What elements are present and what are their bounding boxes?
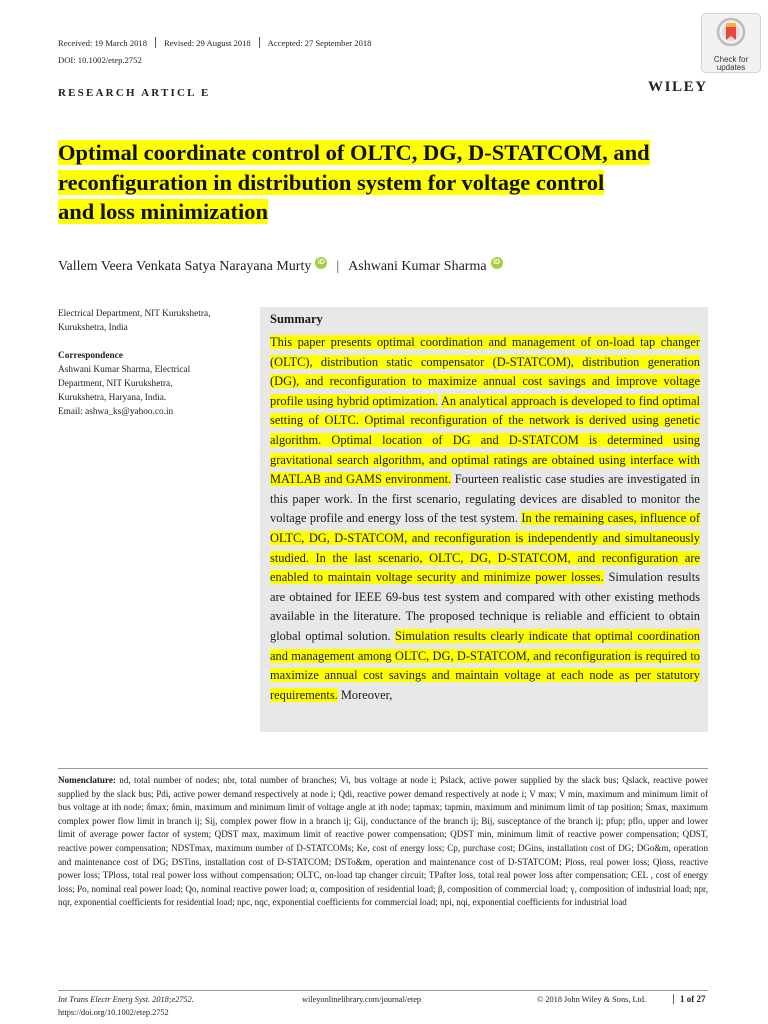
check-for-updates-badge[interactable]: [701, 13, 761, 73]
orcid-icon[interactable]: iD: [491, 257, 503, 269]
highlighted-text: This paper presents optimal coordination and management of on-load tap changer (OLTC), distribution static compensator (D-STATCOM), distribution generation (DG), and reconfiguration to maximize annual cost savings and improve voltage profile using hybrid optimization.: [270, 335, 700, 408]
date-separator: [259, 37, 260, 48]
correspondence: [58, 349, 253, 419]
accepted-date: Accepted: 27 September 2018: [267, 38, 372, 48]
highlighted-text: In the remaining cases, influence of OLTC, DG, D-STATCOM, and reconfiguration is independently and simultaneously studied. In the last scenario, OLTC, DG, D-STATCOM, and reconfiguration are enabled to maintain voltage security and minimize power losses.: [270, 511, 701, 585]
footer-divider: [58, 990, 708, 991]
author-list: [58, 257, 503, 275]
date-separator: [155, 37, 156, 48]
revised-date: Revised: 29 August 2018: [164, 38, 251, 48]
badge-label-line2: updates: [716, 63, 746, 72]
title-line-2: reconfiguration in distribution system for voltage control: [58, 169, 605, 195]
affiliation-line: Electrical Department, NIT Kurukshetra,: [58, 309, 211, 319]
affiliation-line: Kurukshetra, India: [58, 323, 128, 333]
correspondence-line: Kurukshetra, Haryana, India.: [58, 393, 167, 403]
summary-text: Simulation results are obtained for IEEE 69-bus test system and compared with other existing methods available in the literature. The proposed technique is reliable and efficient to obtain global optimal solution.: [270, 570, 700, 643]
summary-heading: Summary: [270, 312, 323, 326]
correspondence-line: Department, NIT Kurukshetra,: [58, 379, 173, 389]
author-separator: |: [336, 259, 340, 274]
correspondence-line: Ashwani Kumar Sharma, Electrical: [58, 365, 191, 375]
nomenclature-label: Nomenclature:: [58, 775, 116, 785]
article-title: [58, 138, 718, 227]
highlighted-text: An analytical approach is developed to find optimal setting of OLTC. Optimal reconfiguration of the network is derived using genetic algorithm. Optimal location of DG and D-STATCOM is determined using gravitational search algorithm, and optimal ratings are obtained using interface with MATLAB and GAMS environment.: [270, 393, 701, 487]
author-2-name: Ashwani Kumar Sharma: [348, 259, 487, 274]
footer-journal: Int Trans Electr Energ Syst. 2018;e2752.: [58, 995, 194, 1004]
footer-copyright: © 2018 John Wiley & Sons, Ltd.: [537, 995, 647, 1004]
nomenclature-divider: [58, 768, 708, 769]
article-type: RESEARCH ARTICL E: [58, 87, 211, 99]
highlighted-text: Simulation results clearly indicate that optimal coordination and management among OLTC, DG, D-STATCOM, and reconfiguration is required to maximize annual cost savings and maintain voltage at each node as per statutory requirements.: [270, 628, 700, 702]
correspondence-email[interactable]: Email: ashwa_ks@yahoo.co.in: [58, 407, 174, 417]
summary-box: [260, 307, 708, 732]
title-line-3: and loss minimization: [58, 199, 269, 224]
received-date: Received: 19 March 2018: [58, 38, 148, 48]
summary-body: [270, 333, 700, 705]
nomenclature-text: nd, total number of nodes; nbr, total number of branches; Vi, bus voltage at node i; Pslack, active power supplied by the slack bus; Qslack, reactive power supplied by the slack bus; Pdi, active power demand respectively at node i; Qdi, reactive power demand respectively at node i; V max; V min, maximum and minimum limit of bus voltage at ith node; δmax; δmin, maximum and minimum limit of voltage angle at ith node; tapmax; tapmin, maximum and minimum limit of tap position; Smax, maximum complex power flow limit in branch ij; Sij, complex power flow in a branch ij; Gij, conductance of the branch ij; Bij, susceptance of the branch ij; pfup; pflo, upper and lower limit of average power factor of system; QDST max, maximum limit of reactive power compensation; QDST min, minimum limit of reactive power compensation; QDST, reactive power compensation; NDSTmax, maximum number of D-STATCOMs; Ke, cost of energy loss; Cp, purchase cost; DGins, installation cost of DG; DGo&m, operation and maintenance cost of DG; DSTins, installation cost of D-STATCOM; DSTo&m, operation and maintenance cost of D-STATCOM; Ploss, real power loss; Qloss, reactive power loss; TPloss, total real power loss without compensation; OLTC, on-load tap changer circuit; TPafter loss, total real power loss after compensation; CEL , cost of energy loss; Po, nominal real power load; Qo, nominal reactive power load; α, composition of residential load; β, composition of commercial load; γ, composition of industrial load; npr, nqr, exponential coefficients for residential load; npc, nqc, exponential coefficients for commercial load; npi, nqi, exponential coefficients for industrial load: [58, 775, 708, 908]
nomenclature: [58, 774, 708, 910]
summary-text: Moreover,: [337, 687, 393, 702]
footer-website-link[interactable]: wileyonlinelibrary.com/journal/etep: [302, 995, 422, 1004]
page-number: 1 of 27: [673, 994, 706, 1004]
title-line-1: Optimal coordinate control of OLTC, DG, D-STATCOM, and: [58, 140, 650, 165]
publisher-logo: WILEY: [648, 79, 708, 95]
article-dates: [58, 37, 371, 48]
footer-doi-link[interactable]: https://doi.org/10.1002/etep.2752: [58, 1008, 169, 1017]
orcid-icon[interactable]: iD: [315, 257, 327, 269]
summary-text: Fourteen realistic case studies are investigated in this paper work. In the first scenario, regulating devices are disabled to monitor the voltage profile and energy loss of the test system.: [270, 472, 700, 526]
correspondence-heading: Correspondence: [58, 351, 123, 361]
bookmark-icon: [716, 17, 746, 47]
affiliation: [58, 307, 248, 335]
badge-label-line1: Check for: [713, 55, 749, 64]
article-doi[interactable]: DOI: 10.1002/etep.2752: [58, 55, 142, 65]
author-1-name: Vallem Veera Venkata Satya Narayana Murty: [58, 259, 312, 274]
